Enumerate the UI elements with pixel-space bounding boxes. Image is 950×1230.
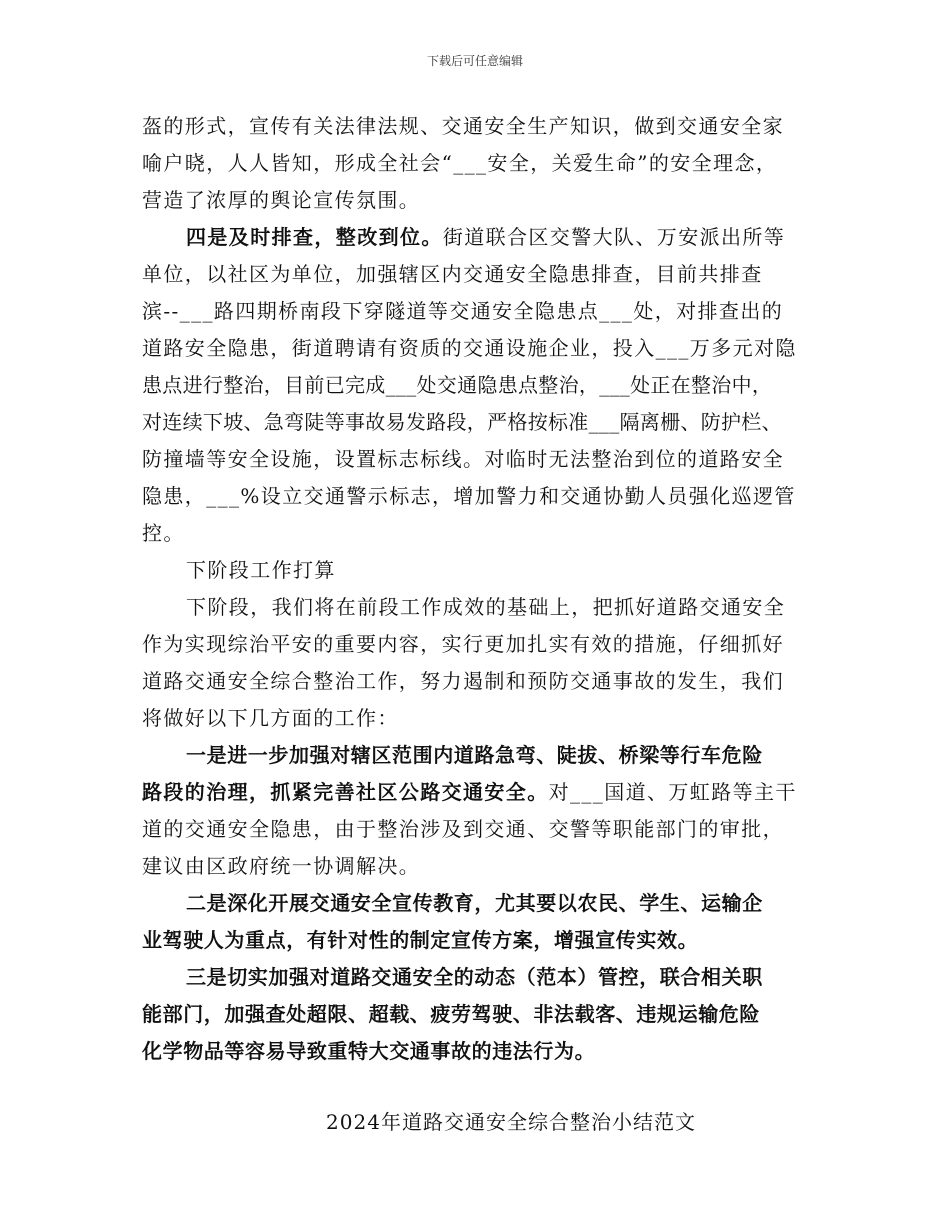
text-line: 业驾驶人为重点，有针对性的制定宣传方案，增强宣传实效。 [142,928,699,952]
text-line: 道路安全隐患，街道聘请有资质的交通设施企业，投入___万多元对隐 [142,336,797,360]
document-title: 2024年道路交通安全综合整治小结范文 [326,1110,696,1134]
text-line: 将做好以下几方面的工作： [142,706,399,730]
text-segment: 街道联合区交警大队、万安派出所等 [442,225,786,249]
paragraph-item-three [142,959,820,1070]
section-heading: 下阶段工作打算 [186,558,336,582]
text-line [142,219,820,256]
paragraph-item-one [142,737,820,885]
text-line [142,774,820,811]
paragraph-inspection [142,219,820,552]
text-line: 一是进一步加强对辖区范围内道路急弯、陡拔、桥梁等行车危险 [186,743,763,767]
paragraph-publicity [142,108,820,219]
text-line: 隐患，___%设立交通警示标志，增加警力和交通协勤人员强化巡逻管 [142,484,796,508]
text-line: 滨--___路四期桥南段下穿隧道等交通安全隐患点___处，对排查出的 [142,299,784,323]
text-line: 防撞墙等安全设施，设置标志标线。对临时无法整治到位的道路安全 [142,447,784,471]
text-line: 作为实现综治平安的重要内容，实行更加扎实有效的措施，仔细抓好 [142,632,784,656]
paragraph-lead-bold: 四是及时排查，整改到位。 [186,225,443,249]
text-line: 道路交通安全综合整治工作，努力遏制和预防交通事故的发生，我们 [142,669,784,693]
paragraph-item-two [142,885,820,959]
page-header: 下载后可任意编辑 [426,54,523,68]
text-line: 三是切实加强对道路交通安全的动态（范本）管控，联合相关职 [186,965,763,989]
text-line: 道的交通安全隐患，由于整治涉及到交通、交警等职能部门的审批， [142,817,784,841]
text-line: 下阶段，我们将在前段工作成效的基础上，把抓好道路交通安全 [186,595,786,619]
text-line: 对连续下坡、急弯陡等事故易发路段，严格按标准___隔离栅、防护栏、 [142,410,782,434]
document-body [142,108,820,1141]
text-line: 化学物品等容易导致重特大交通事故的违法行为。 [142,1039,596,1063]
paragraph-lead-bold: 路段的治理，抓紧完善社区公路交通安全。 [142,780,549,804]
text-line: 能部门，加强查处超限、超载、疲劳驾驶、非法载客、违规运输危险 [142,1002,760,1026]
text-line: 营造了浓厚的舆论宣传氛围。 [142,188,421,212]
paragraph-next-stage [142,589,820,737]
text-line: 喻户晓，人人皆知，形成全社会“___安全，关爱生命”的安全理念， [142,151,778,175]
text-line: 盔的形式，宣传有关法律法规、交通安全生产知识，做到交通安全家 [142,114,784,138]
text-line: 单位，以社区为单位，加强辖区内交通安全隐患排查，目前共排查 [142,262,763,286]
text-segment: 对___国道、万虹路等主干 [548,780,797,804]
text-line: 二是深化开展交通安全宣传教育，尤其要以农民、学生、运输企 [186,891,763,915]
text-line: 控。 [142,521,185,545]
text-line: 患点进行整治，目前已完成___处交通隐患点整治，___处正在整治中， [142,373,773,397]
text-line: 建议由区政府统一协调解决。 [142,854,421,878]
